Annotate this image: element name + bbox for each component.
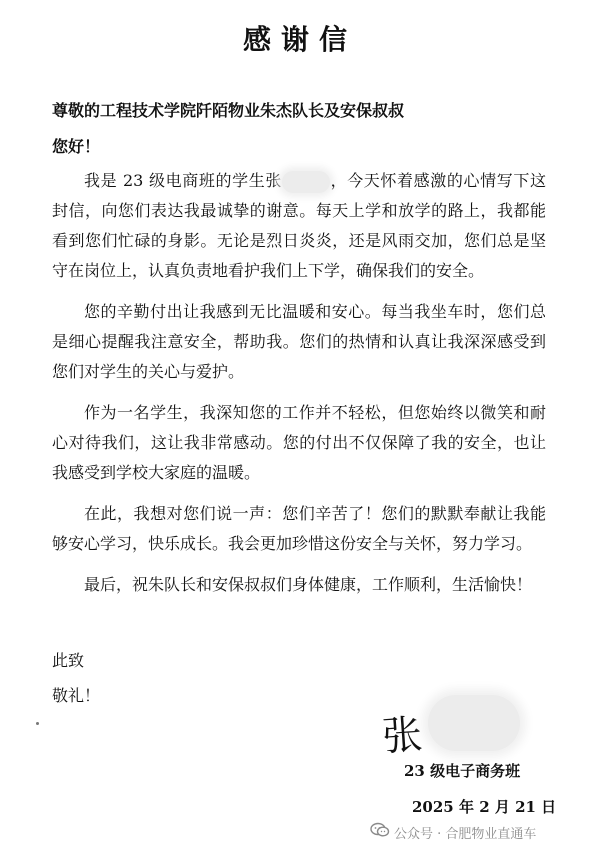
paragraph-3: 作为一名学生，我深知您的工作并不轻松，但您始终以微笑和耐心对待我们，这让我非常感动。您的付出不仅保障了我的安全，也让我感受到学校大家庭的温暖。 bbox=[52, 403, 546, 482]
letter-title: 感谢信 bbox=[242, 23, 357, 56]
redacted-name-blur bbox=[282, 171, 330, 193]
closing-line-1: 此致 bbox=[52, 651, 85, 670]
paragraph-1-start: 我是 23 级电商班的学生张 bbox=[84, 171, 282, 190]
letter-greeting: 您好！ bbox=[52, 137, 101, 156]
letter-body bbox=[52, 166, 546, 611]
signature-class: 23 级电子商务班 bbox=[404, 762, 521, 780]
letter-salutation: 尊敬的工程技术学院阡陌物业朱杰队长及安保叔叔 bbox=[52, 101, 405, 120]
signature-name: 张 bbox=[380, 711, 426, 761]
paragraph-4: 在此，我想对您们说一声：您们辛苦了！您们的默默奉献让我能够安心学习，快乐成长。我会更加珍惜这份安全与关怀，努力学习。 bbox=[52, 504, 546, 553]
paragraph-5: 最后，祝朱队长和安保叔叔们身体健康，工作顺利，生活愉快！ bbox=[84, 575, 533, 594]
paragraph-2: 您的辛勤付出让我感到无比温暖和安心。每当我坐车时，您们总是细心提醒我注意安全，帮助我。您们的热情和认真让我深深感受到您们对学生的关心与爱护。 bbox=[52, 302, 546, 381]
wechat-icon bbox=[370, 822, 390, 842]
watermark-text: 公众号 · 合肥物业直通车 bbox=[394, 826, 537, 842]
signature-redacted-blur bbox=[428, 695, 520, 751]
paragraph-1 bbox=[52, 166, 546, 286]
signature-date: 2025 年 2 月 21 日 bbox=[412, 798, 557, 816]
margin-dot bbox=[36, 722, 39, 725]
paragraph-1-end: ，今天怀着感激的心情写下这封信，向您们表达我最诚挚的谢意。每天上学和放学的路上，我都能看到您们忙碌的身影。无论是烈日炎炎，还是风雨交加，您们总是坚守在岗位上，认真负责地看护我们上下学，确保我们的安全。 bbox=[52, 171, 546, 280]
closing-line-2: 敬礼！ bbox=[52, 686, 101, 705]
watermark bbox=[370, 820, 536, 844]
